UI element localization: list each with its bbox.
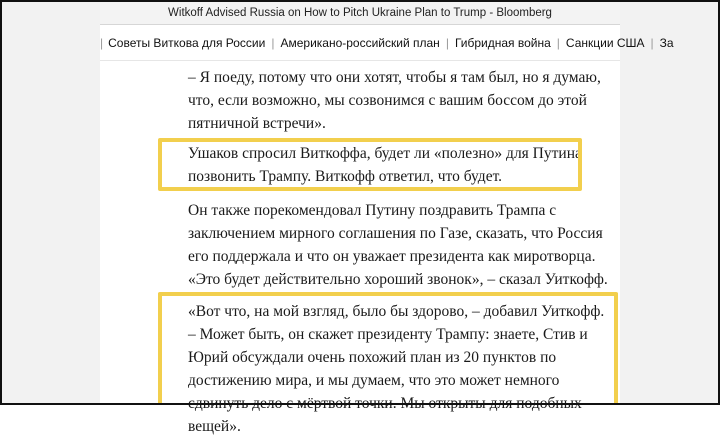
nav-item-hybrid-war[interactable]: Гибридная война bbox=[454, 36, 551, 50]
article-paragraph-3: Он также порекомендовал Путину поздравить Трампа с заключением мирного соглашения по Газе, сказать, что Россия его поддержала и что он уважает президента как миротворца. «Это будет действительно хороший звонок», – сказал Уиткофф. bbox=[188, 202, 608, 288]
nav-separator: | bbox=[100, 36, 104, 50]
article-paragraph-1: – Я поеду, потому что они хотят, чтобы я там был, но я думаю, что, если возможно, мы созвонимся с вашим боссом до этой пятничной встречи». bbox=[188, 69, 601, 132]
nav-separator: | bbox=[650, 36, 654, 50]
nav-item-witkoff-advice[interactable]: Советы Виткова для России bbox=[108, 36, 266, 50]
nav-separator: | bbox=[445, 36, 449, 50]
nav-item-truncated[interactable]: За bbox=[659, 36, 674, 50]
nav-item-us-russia-plan[interactable]: Американо-российский план bbox=[280, 36, 440, 50]
article-paragraph-4: «Вот что, на мой взгляд, было бы здорово, – добавил Уиткофф. – Может быть, он скажет президенту Трампу: знаете, Стив и Юрий обсуждали очень похожий план из 20 пунктов по достижению мира, и мы думаем, что это может немного сдвинуть дело с мёртвой точки. Мы открыты для подобных вещей». bbox=[188, 303, 605, 435]
page-title: Witkoff Advised Russia on How to Pitch Ukraine Plan to Trump - Bloomberg bbox=[168, 7, 552, 19]
nav-separator: | bbox=[271, 36, 275, 50]
nav-item-us-sanctions[interactable]: Санкции США bbox=[565, 36, 645, 50]
article-paragraph-2: Ушаков спросил Виткоффа, будет ли «полезно» для Путина позвонить Трампу. Виткофф ответил, что будет. bbox=[188, 145, 582, 185]
nav-separator: | bbox=[556, 36, 560, 50]
